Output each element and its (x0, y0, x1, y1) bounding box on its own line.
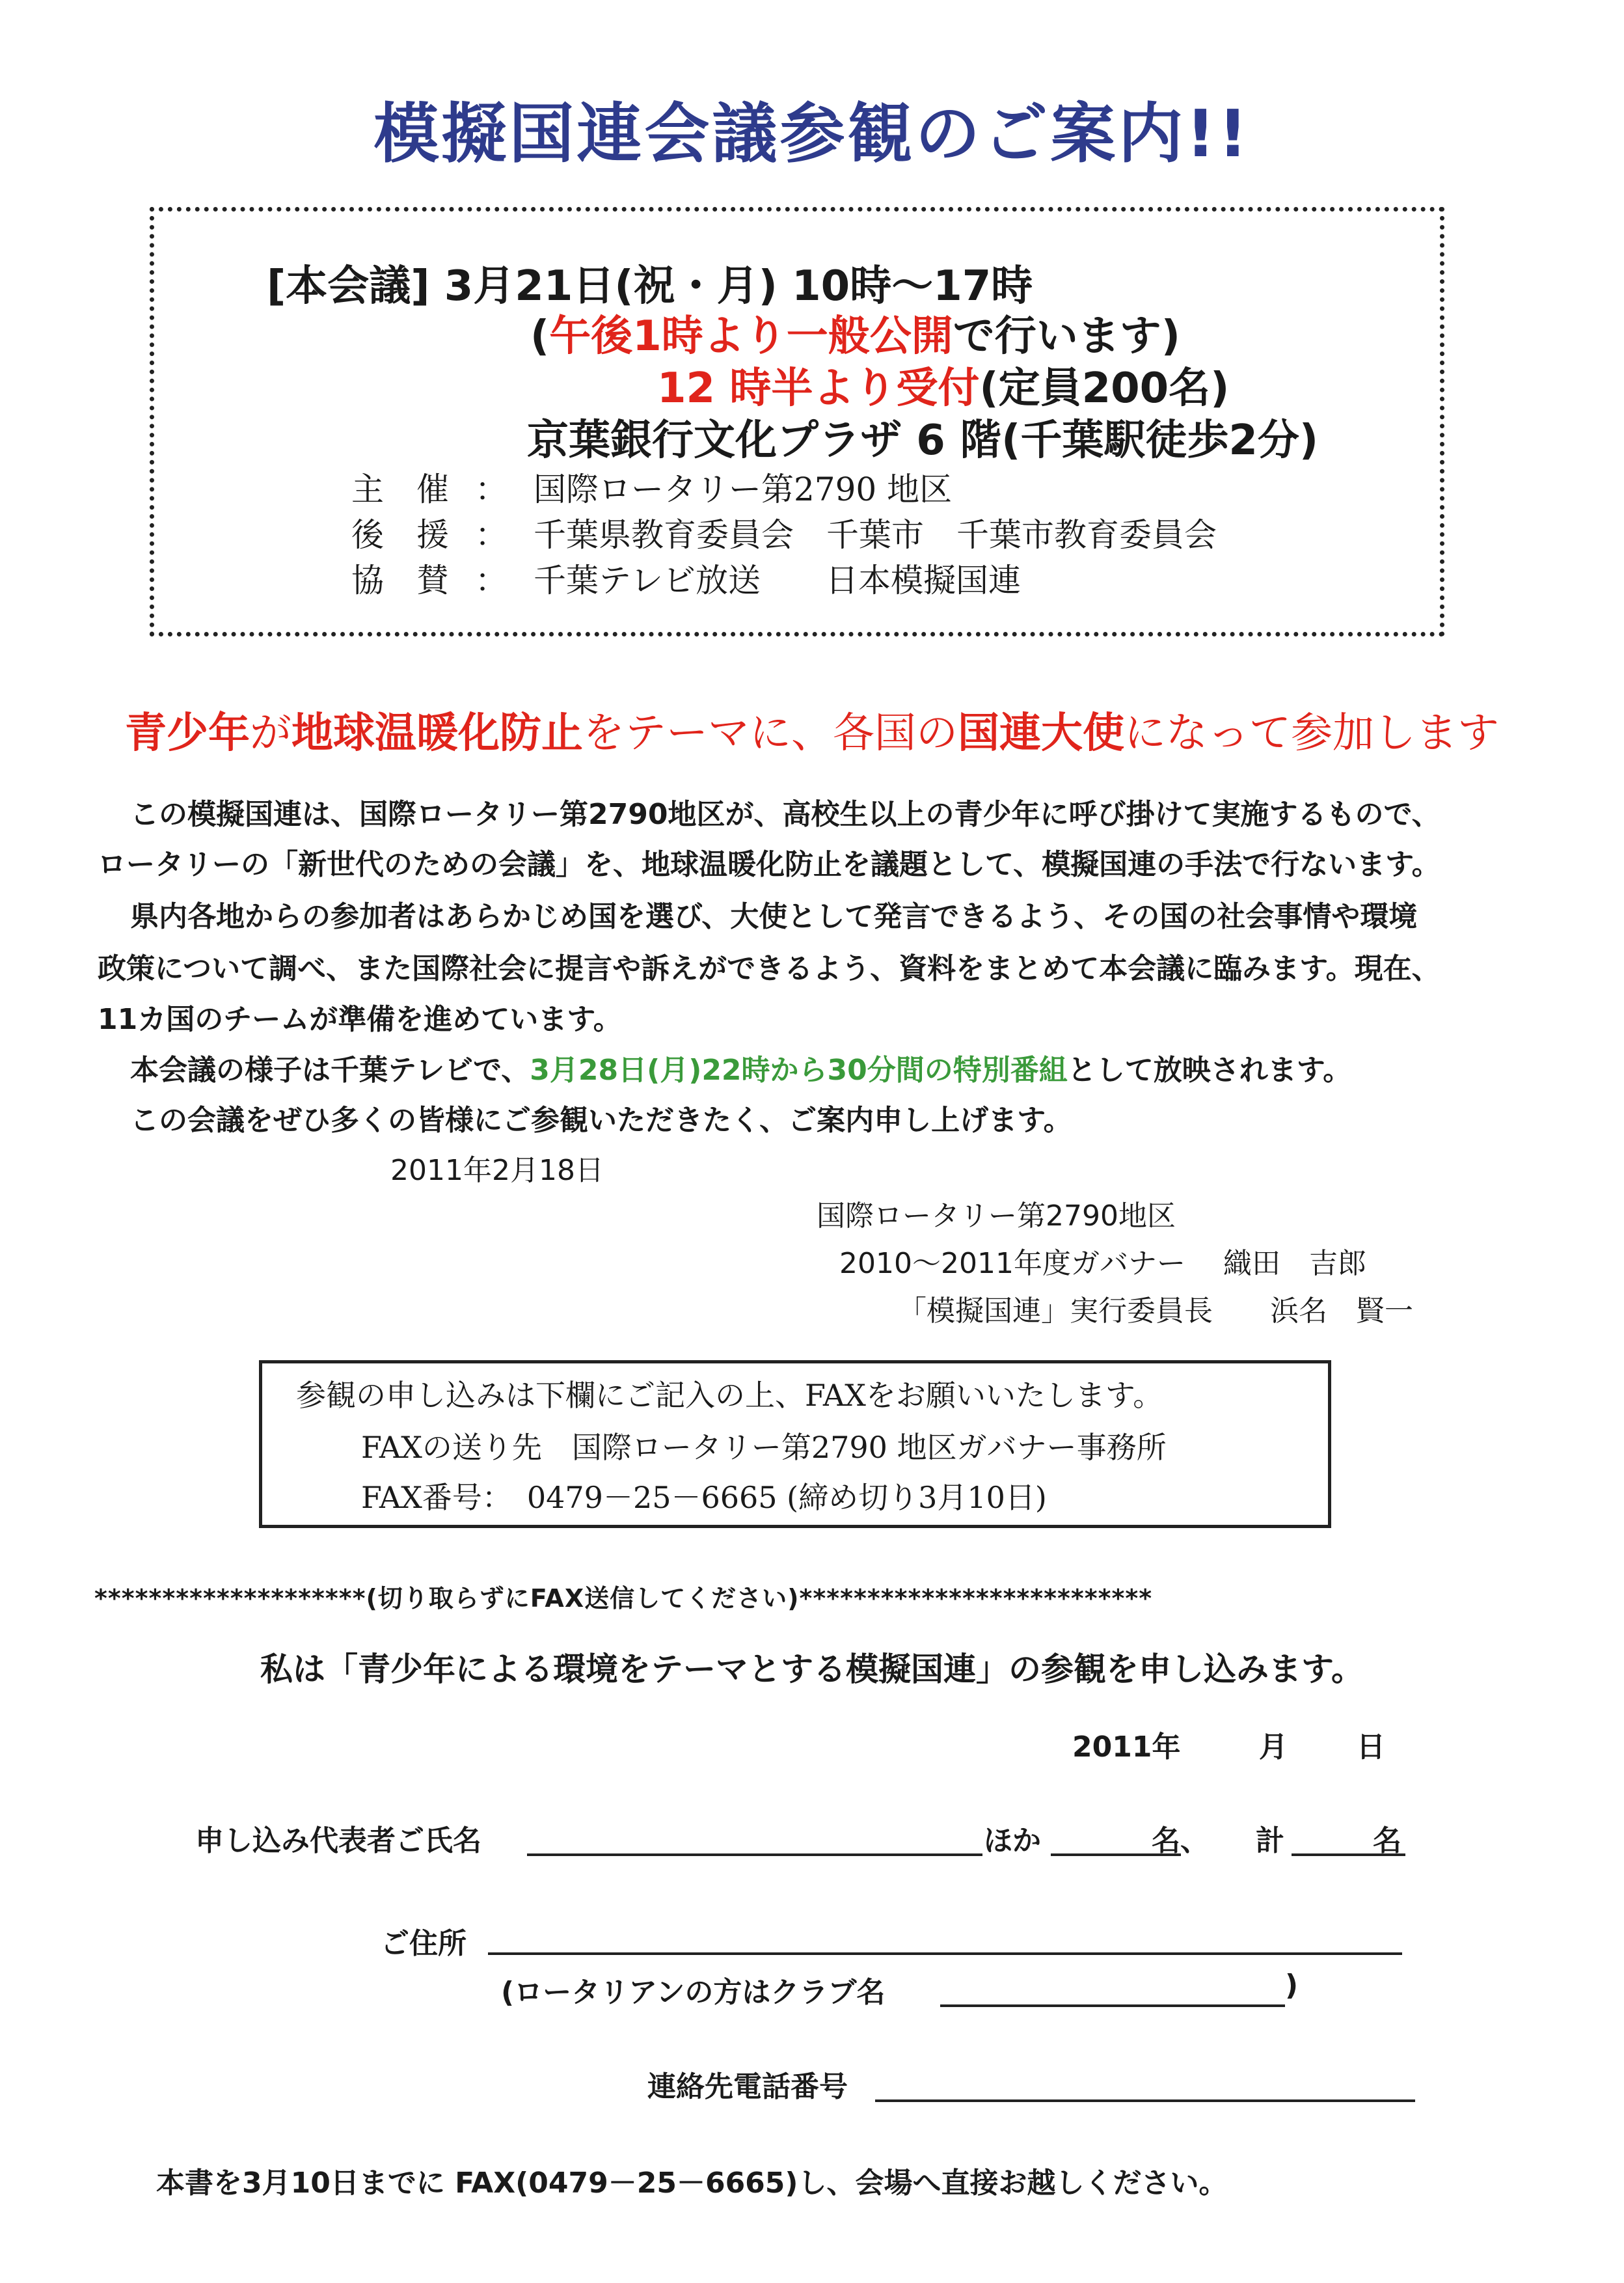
sponsor-value: 千葉テレビ放送 日本模擬国連 (534, 562, 1021, 599)
body-line-3: 県内各地からの参加者はあらかじめ国を選び、大使として発言できるよう、その国の社会事情や環境 (130, 900, 1418, 933)
paren-open: ( (530, 312, 550, 361)
signature-org: 国際ロータリー第2790地区 (817, 1199, 1176, 1233)
page-title: 模擬国連会議参観のご案内!! (373, 96, 1251, 172)
event-date-line: [本会議] 3月21日(祝・月) 10時～17時 (267, 262, 1033, 310)
club-input-line[interactable] (940, 2004, 1285, 2007)
event-reception-line (657, 355, 1229, 415)
tagline-theme: をテーマに、各国の (583, 709, 958, 758)
support-label: 後 援 (351, 516, 449, 554)
notice-line-2: FAXの送り先 国際ロータリー第2790 地区ガバナー事務所 (361, 1430, 1167, 1465)
sponsor-label: 協 賛 (351, 562, 449, 599)
broadcast-intro: 本会議の様子は千葉テレビで、 (130, 1054, 530, 1087)
tagline (0, 700, 1624, 759)
broadcast-schedule: 3月28日(月)22時から30分間の特別番組 (530, 1054, 1068, 1087)
body-line-1: この模擬国連は、国際ロータリー第2790地区が、高校生以上の青少年に呼び掛けて実施するもので、 (130, 798, 1441, 831)
event-public-line (530, 303, 1180, 362)
club-close: ) (1285, 1969, 1299, 2002)
total-label: 計 (1256, 1824, 1284, 1857)
form-year: 2011年 (1072, 1730, 1181, 1764)
name-label: 申し込み代表者ご氏名 (195, 1824, 481, 1857)
colon: ： (475, 562, 508, 599)
sponsor-row (351, 554, 1021, 601)
tagline-ambassador: 国連大使 (958, 709, 1124, 758)
address-input-line[interactable] (488, 1952, 1402, 1955)
body-line-4: 政策について調べ、また国際社会に提言や訴えができるよう、資料をまとめて本会議に臨みます。現在、 (98, 952, 1441, 985)
body-line-6 (130, 1046, 1351, 1088)
form-day: 日 (1357, 1730, 1385, 1764)
event-venue: 京葉銀行文化プラザ 6 階(千葉駅徒歩2分) (527, 417, 1319, 465)
issue-date: 2011年2月18日 (390, 1154, 604, 1187)
signature-chair: 「模擬国連」実行委員長 浜名 賢一 (898, 1294, 1413, 1328)
organizer-value: 国際ロータリー第2790 地区 (534, 471, 953, 508)
body-line-5: 11カ国のチームが準備を進めています。 (98, 1003, 622, 1036)
support-row (351, 509, 1217, 556)
tagline-ga: が (250, 709, 291, 758)
public-time-text: 午後1時より一般公開 (549, 312, 953, 361)
colon: ： (475, 516, 508, 554)
public-suffix: で行います) (953, 312, 1181, 361)
body-line-2: ロータリーの「新世代のための会議」を、地球温暖化防止を議題として、模擬国連の手法で行ないます。 (98, 848, 1441, 881)
capacity-text: (定員200名) (979, 364, 1230, 413)
tagline-join: になって参加します (1124, 709, 1499, 758)
footer-note: 本書を3月10日までに FAX(0479－25－6665)し、会場へ直接お越しください。 (156, 2167, 1228, 2200)
form-month: 月 (1259, 1730, 1288, 1764)
club-label: (ロータリアンの方はクラブ名 (501, 1976, 886, 2009)
signature-governor: 2010～2011年度ガバナー 織田 吉郎 (839, 1247, 1366, 1280)
colon: ： (475, 471, 508, 508)
notice-line-3: FAX番号： 0479－25－6665 (締め切り3月10日) (361, 1480, 1047, 1515)
form-heading: 私は「青少年による環境をテーマとする模擬国連」の参観を申し込みます。 (260, 1650, 1364, 1688)
cut-line: ********************(切り取らずにFAX送信してください)************************** (94, 1584, 1153, 1613)
organizer-row (351, 463, 952, 510)
tagline-youth: 青少年 (125, 709, 250, 758)
people-label-1: 名、 (1152, 1824, 1209, 1857)
support-value: 千葉県教育委員会 千葉市 千葉市教育委員会 (534, 516, 1217, 554)
reception-time-text: 12 時半より受付 (657, 364, 980, 413)
people-label-2: 名 (1373, 1824, 1401, 1857)
phone-input-line[interactable] (875, 2099, 1415, 2102)
broadcast-suffix: として放映されます。 (1067, 1054, 1352, 1087)
organizer-label: 主 催 (351, 471, 449, 508)
body-line-7: この会議をぜひ多くの皆様にご参観いただきたく、ご案内申し上げます。 (130, 1104, 1072, 1137)
others-label: ほか (984, 1824, 1041, 1857)
tagline-warming: 地球温暖化防止 (291, 709, 583, 758)
address-label: ご住所 (381, 1927, 467, 1960)
name-input-line[interactable] (527, 1853, 982, 1856)
phone-label: 連絡先電話番号 (647, 2070, 848, 2103)
notice-line-1: 参観の申し込みは下欄にご記入の上、FAXをお願いいたします。 (296, 1378, 1163, 1413)
